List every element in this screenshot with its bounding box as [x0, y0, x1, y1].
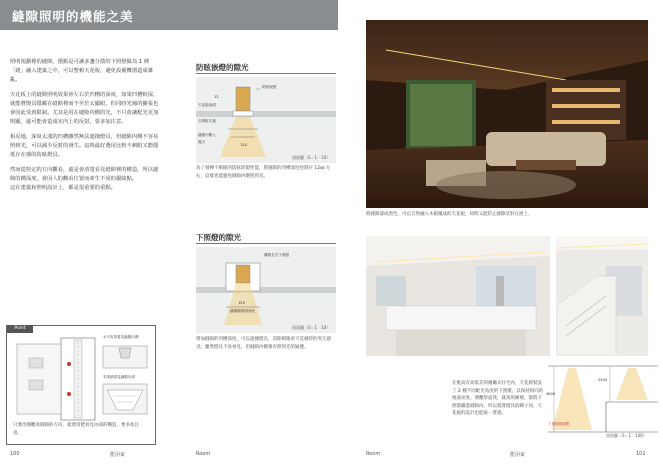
diagram-down	[196, 247, 336, 333]
label-down-fixture: 擴散光式下照燈	[264, 253, 290, 257]
label-4800: 4800	[546, 392, 556, 396]
living-room-photo	[366, 20, 648, 208]
label-point: 下照燈縫隙點	[548, 422, 570, 426]
section-drawing	[548, 362, 658, 436]
intro-paragraph: 然而從特定的方向觀看，還是會清楚看見縫隙裡的構造，所以縫隙的構深度，會因人的觀看位置而產生不同的優缺點。	[10, 167, 159, 182]
label-inner: 縫隙內側入	[198, 133, 216, 137]
page-title: 縫隙照明的機能之美	[12, 9, 134, 24]
section-room-left: Room	[196, 451, 211, 457]
book-name-left: 能用家	[110, 452, 126, 458]
page-number-right: 101	[636, 451, 646, 457]
section-title-down: 下照燈的隙光	[196, 233, 241, 242]
point-label: Point	[7, 325, 33, 333]
kitchen-photo	[366, 236, 550, 356]
diagram-anti-glare	[196, 77, 336, 163]
point-box	[6, 325, 156, 445]
label-12: 12	[214, 95, 219, 99]
photo-caption-top: 將縫隙漆成黑色，可以自然融入木板鋪成的天花板，同時又能防止縫隙反射在窗上。	[366, 212, 533, 217]
intro-text	[10, 58, 160, 193]
label-150: 150	[238, 301, 245, 305]
label-2400: 2400	[598, 378, 608, 382]
book-name-right: 能用家	[510, 452, 526, 458]
intro-paragraph: 天花板上的縫隙照明效果會左右於凹槽的深度，如果凹槽較深，就能將燈具隱藏在縫隙裡而不至於太顯眼，但同時光線的擴張也會因此受到限制。尤其是用在縫隙內側的光，不只會讓配光更加明顯，還可能會造成室內上的反射，要多加注意。	[10, 92, 159, 125]
section-title-anti-glare: 防眩嵌燈的隙光	[196, 63, 249, 72]
label-120: 120	[240, 143, 247, 147]
scale-down: 剖面圖（S＝1：10）	[292, 325, 331, 330]
stair-image	[556, 236, 648, 356]
scale-bottom-right: 剖面圖（S＝1：100）	[606, 433, 647, 438]
down-light-diagram	[196, 247, 336, 333]
caption-bottom-right: 在挑高有高低差的鐘廳式住宅內，天花板裝設了 2 種不同配光角度的下照燈，以保持相同的地面亮度。要觀察面我，就高的漸層，都將下照燈藏進縫隙內，所以就算燈具的瞬子同，天花板的設計也能統一質感。	[452, 381, 544, 416]
stair-photo	[556, 236, 648, 356]
label-ceiling: 天花板表面	[198, 103, 216, 107]
kitchen-image	[366, 236, 550, 356]
label-fixture: 防眩嵌燈	[262, 85, 277, 89]
living-room-image	[366, 20, 648, 208]
scale-anti-glare: 剖面圖（S＝1：10）	[292, 155, 331, 160]
label-down-inner: 縫隙側面照到光	[230, 309, 256, 313]
label-width: 露天	[198, 140, 206, 144]
label-wood: 石膏板木板	[198, 119, 216, 123]
diagram-label-b: ②淺壁看見縫隙內部	[103, 375, 135, 379]
intro-paragraph: 照明規劃裡的縫隙，僅點是可讓多盞分散的下照燈做為 1 條「縫」融入建築之中，可以整頓天花板，避免設備機器造成雜亂。	[10, 59, 154, 83]
section-room-right: Room	[366, 451, 381, 457]
section-divider	[196, 73, 336, 74]
caption-down: 增加縫隙的凹槽深度，可以遮掩燈具，消除刺眼看天花板時的突兀感受。雖然燈具不易看見，但縫隙內側會有照到光的疑慮。	[196, 337, 331, 350]
section-divider	[196, 243, 336, 244]
diagram-label-a: ①不容易看見縫隙內側	[103, 335, 139, 339]
caption-anti-glare: 為了發揮不刺眼的防眩嵌燈性能，將縫隙的凹槽深度控制在 12㎜ 左右，這樣也能避免縫隙內側照到光。	[196, 166, 331, 179]
intro-paragraph: 相反地，深度太淺的凹槽雖然無法遮掩燈具，但縫隙內側不容易照到光，可以減少反射的發生。這時最好選用比較不刺眼又能隱低存在感的防眩燈具。	[10, 134, 159, 158]
point-note: 只要改變觀看縫隙的方向，就會清楚看見內部的構造，要多加注意。	[13, 423, 139, 436]
page-number-left: 100	[10, 451, 20, 457]
intro-paragraph: 這在建築和照明設計上，都是很重要的重點。	[10, 185, 116, 191]
